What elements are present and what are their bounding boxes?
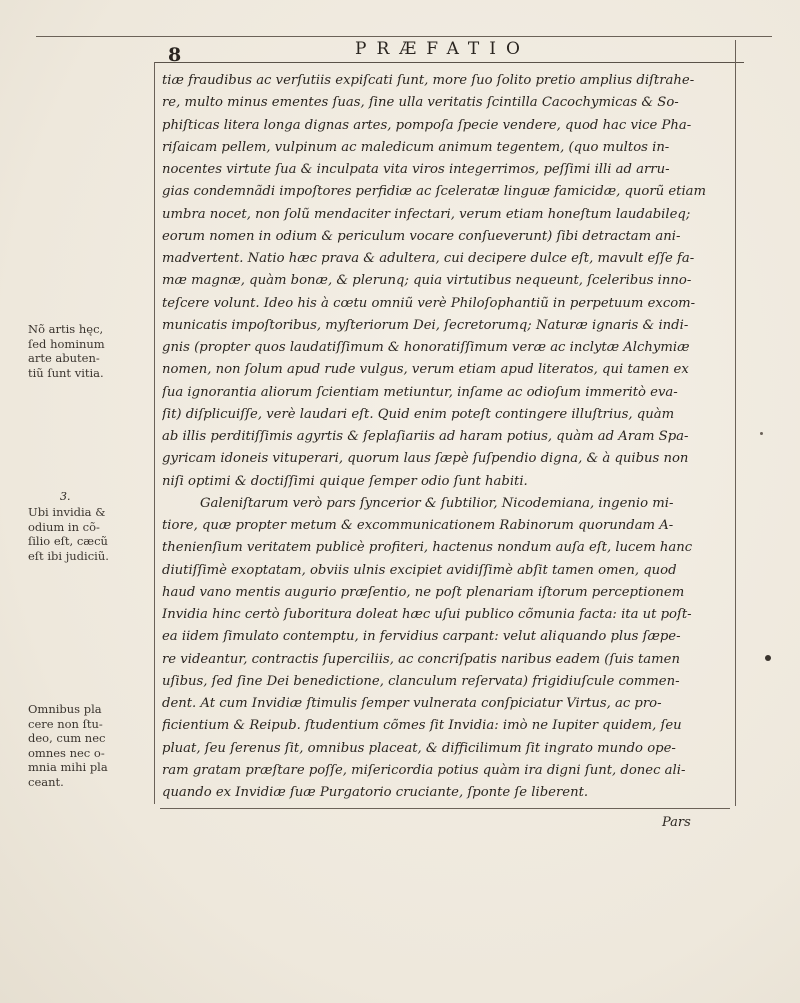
running-head: PRÆFATIO [355, 39, 530, 59]
text-line: ram gratam præſtare poſſe, miſericordia potius quàm ira digni ſunt, donec ali- [162, 762, 686, 778]
text-line: tiæ fraudibus ac verſutiis expiſcati ſunt, more ſuo ſolito pretio amplius diſtrahe- [162, 73, 695, 88]
margin-line: ſed hominum [28, 336, 105, 351]
top-rule [36, 36, 772, 37]
marginal-note-3 [28, 702, 150, 790]
main-text-block [162, 70, 738, 804]
text-line: ficientium & Reipub. ſtudentium cõmes ſit Invidia: imò ne Iupiter quidem, ſeu [162, 718, 682, 734]
text-line: re videantur, contractis ſuperciliis, ac concriſpatis naribus eadem (ſuis tamen [162, 651, 680, 667]
margin-line: Ubi invidia & [28, 505, 106, 519]
text-line: re, multo minus ementes ſuas, ſine ulla veritatis ſcintilla Cacochymicas & So- [162, 95, 679, 111]
text-line: uſibus, ſed ſine Dei benedictione, clanculum reſervata) frigidiuſcule commen- [162, 673, 680, 689]
text-line: pluat, ſeu ſerenus ſit, omnibus placeat, & difficilimum ſit ingrato mundo ope- [162, 740, 676, 756]
text-line: ſit) diſplicuiſſe, verè laudari eſt. Quid enim poteſt contingere illuſtrius, quàm [162, 406, 675, 422]
ink-spot [765, 655, 771, 661]
text-line: diutiſſimè exoptatam, obviis ulnis excipiet avidiſſimè abſit tamen omen, quod [162, 562, 677, 578]
text-line: madvertent. Natio hæc prava & adultera, cui decipere dulce eſt, mavult eſſe fa- [162, 251, 695, 266]
ink-speck [760, 432, 763, 435]
text-line: haud vano mentis augurio præſentio, ne poſt plenariam iſtorum perceptionem [162, 584, 685, 600]
margin-line: Nõ artis hęc, [28, 322, 104, 336]
marginal-note-1 [28, 322, 150, 380]
text-line: gnis (propter quos laudatiſſimum & honoratiſſimum veræ ac inclytæ Alchymiæ [162, 340, 690, 355]
text-frame-left [154, 62, 155, 804]
margin-line: tiũ ſunt vitia. [28, 365, 104, 380]
margin-line: omnes nec o- [28, 745, 105, 760]
margin-line: cere non ſtu- [28, 716, 103, 731]
margin-line: Omnibus pla [28, 702, 102, 716]
text-line: niſi optimi & doctiſſimi quique ſemper odio ſunt habiti. [162, 473, 528, 489]
text-line: gias condemnãdi impoſtores perfidiæ ac ſceleratæ linguæ famicidæ, quorũ etiam [162, 184, 707, 200]
catchword: Pars [662, 815, 691, 830]
text-line: quando ex Invidiæ ſuæ Purgatorio cruciante, ſponte ſe liberent. [162, 785, 589, 800]
text-line: riſaicam pellem, vulpinum ac maledicum animum tegentem, (quo multos in- [162, 139, 670, 155]
text-line: tiore, quæ propter metum & excommunicationem Rabinorum quorundam A- [162, 518, 674, 533]
margin-line: eſt ibi judiciũ. [28, 548, 109, 563]
margin-line: mnia mihi pla [28, 760, 108, 775]
text-line: Galeniſtarum verò pars ſyncerior & ſubtilior, Nicodemiana, ingenio mi- [200, 495, 674, 511]
text-line: dent. At cum Invidiæ ſtimulis ſemper vulnerata conſpiciatur Virtus, ac pro- [162, 696, 662, 711]
margin-line: odium in cõ- [28, 519, 100, 534]
marginal-note-number: 3. [60, 490, 71, 503]
text-line: nocentes virtute ſua & inculpata vita viros integerrimos, peſſimi illi ad arru- [162, 162, 670, 177]
text-line: ea iidem ſimulato contemptu, in fervidius carpant: velut aliquando plus ſæpe- [162, 629, 681, 645]
text-line: nomen, non ſolum apud rude vulgus, verum etiam apud literatos, qui tamen ex [162, 362, 689, 378]
text-line: municatis impoſtoribus, myſteriorum Dei, ſecretorumq; Naturæ ignaris & indi- [162, 317, 689, 333]
text-line: Invidia hinc certò ſuboritura doleat hæc uſui publico cõmunia facta: ita ut poſt- [162, 607, 692, 622]
text-line: mæ magnæ, quàm bonæ, & plerunq; quia virtutibus nequeunt, ſceleribus inno- [162, 273, 692, 289]
margin-line: ſilio eſt, cæcũ [28, 534, 108, 549]
text-line: teſcere volunt. Ideo his à cœtu omniũ verè Philoſophantiũ in perpetuum excom- [162, 295, 696, 311]
marginal-note-2 [28, 505, 150, 563]
text-line: umbra nocet, non ſolũ mendaciter infectari, verum etiam honeſtum laudabileq; [162, 206, 691, 222]
bottom-rule [160, 808, 730, 809]
header-rule [154, 62, 744, 63]
margin-line: deo, cum nec [28, 731, 106, 746]
text-line: thenienſium veritatem publicè profiteri, hactenus nondum auſa eſt, lucem hanc [162, 540, 693, 556]
page-number: 8 [168, 44, 182, 66]
text-line: eorum nomen in odium & periculum vocare conſueverunt) ſibi detractam ani- [162, 228, 681, 244]
text-line: ab illis perditiſſimis agyrtis & ſeplaſiariis ad haram potius, quàm ad Aram Spa- [162, 429, 689, 444]
text-line: gyricam idoneis vituperari, quorum laus ſæpè ſuſpendio digna, & à quibus non [162, 451, 689, 467]
margin-line: arte abuten- [28, 351, 100, 366]
text-line: ſua ignorantia aliorum ſcientiam metiuntur, inſame ac odioſum immeritò eva- [162, 384, 678, 400]
text-line: phiſticas litera longa dignas artes, pompoſa ſpecie vendere, quod hac vice Pha- [162, 117, 692, 133]
margin-line: ceant. [28, 774, 64, 789]
